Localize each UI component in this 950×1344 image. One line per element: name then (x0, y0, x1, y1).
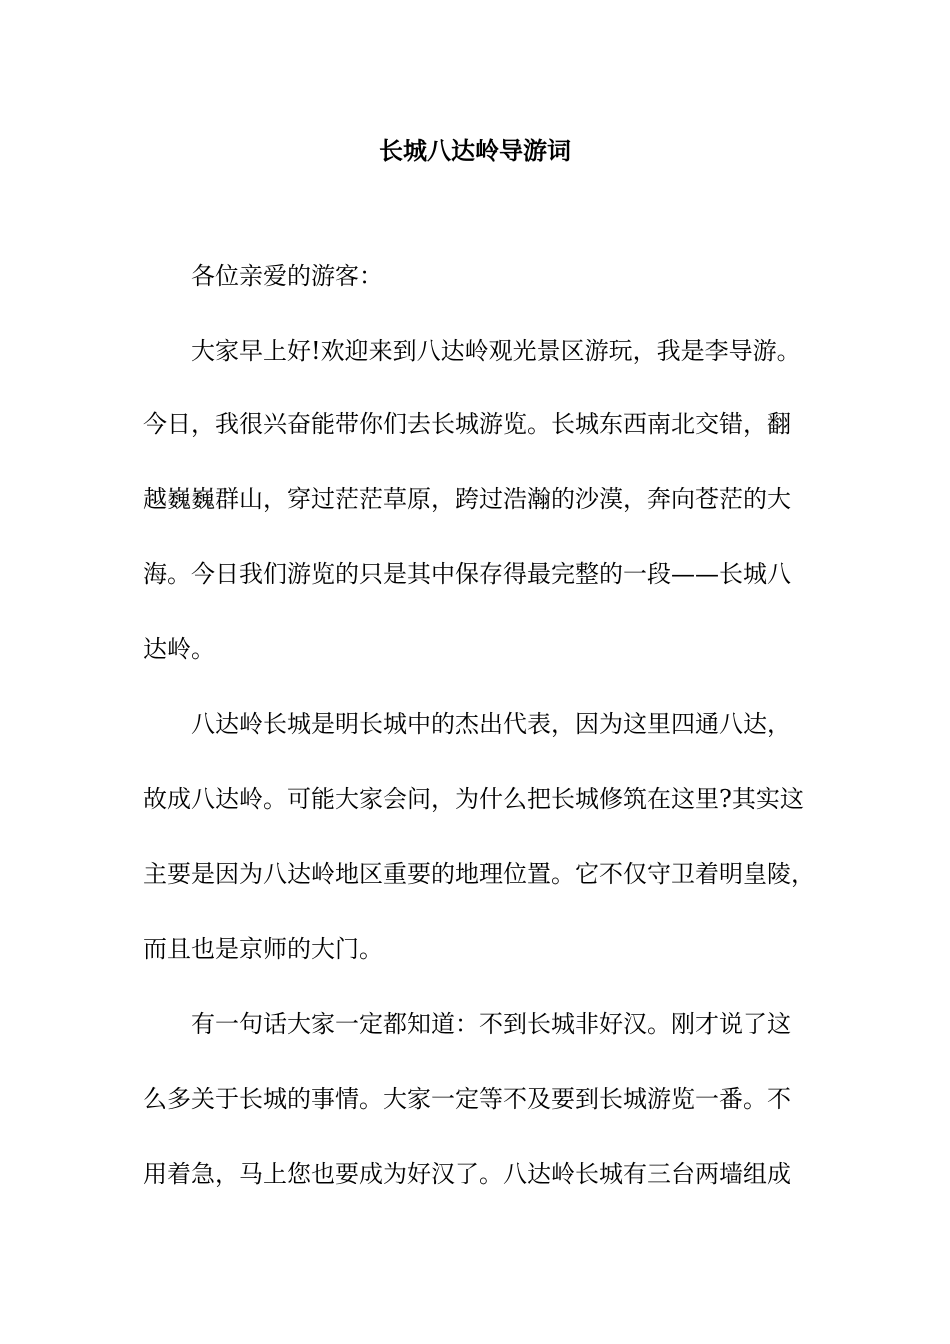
text-line: 用着急，马上您也要成为好汉了。八达岭长城有三台两墙组成 (143, 1160, 791, 1188)
text-line: 达岭。 (143, 635, 215, 663)
text-line: 各位亲爱的游客： (191, 262, 383, 290)
text-line: 有一句话大家一定都知道：不到长城非好汉。刚才说了这 (191, 1010, 791, 1038)
text-line: 今日，我很兴奋能带你们去长城游览。长城东西南北交错，翻 (143, 410, 791, 438)
text-line: 海。今日我们游览的只是其中保存得最完整的一段——长城八 (143, 560, 791, 588)
text-line: 大家早上好!欢迎来到八达岭观光景区游玩，我是李导游。 (191, 337, 801, 365)
document-title: 长城八达岭导游词 (379, 136, 571, 165)
text-line: 么多关于长城的事情。大家一定等不及要到长城游览一番。不 (143, 1085, 791, 1113)
text-line: 而且也是京师的大门。 (143, 935, 383, 963)
text-line: 主要是因为八达岭地区重要的地理位置。它不仅守卫着明皇陵， (143, 860, 815, 888)
text-line: 故成八达岭。可能大家会问，为什么把长城修筑在这里?其实这 (143, 785, 804, 813)
text-line: 越巍巍群山，穿过茫茫草原，跨过浩瀚的沙漠，奔向苍茫的大 (143, 485, 791, 513)
text-line: 八达岭长城是明长城中的杰出代表，因为这里四通八达， (191, 710, 791, 738)
